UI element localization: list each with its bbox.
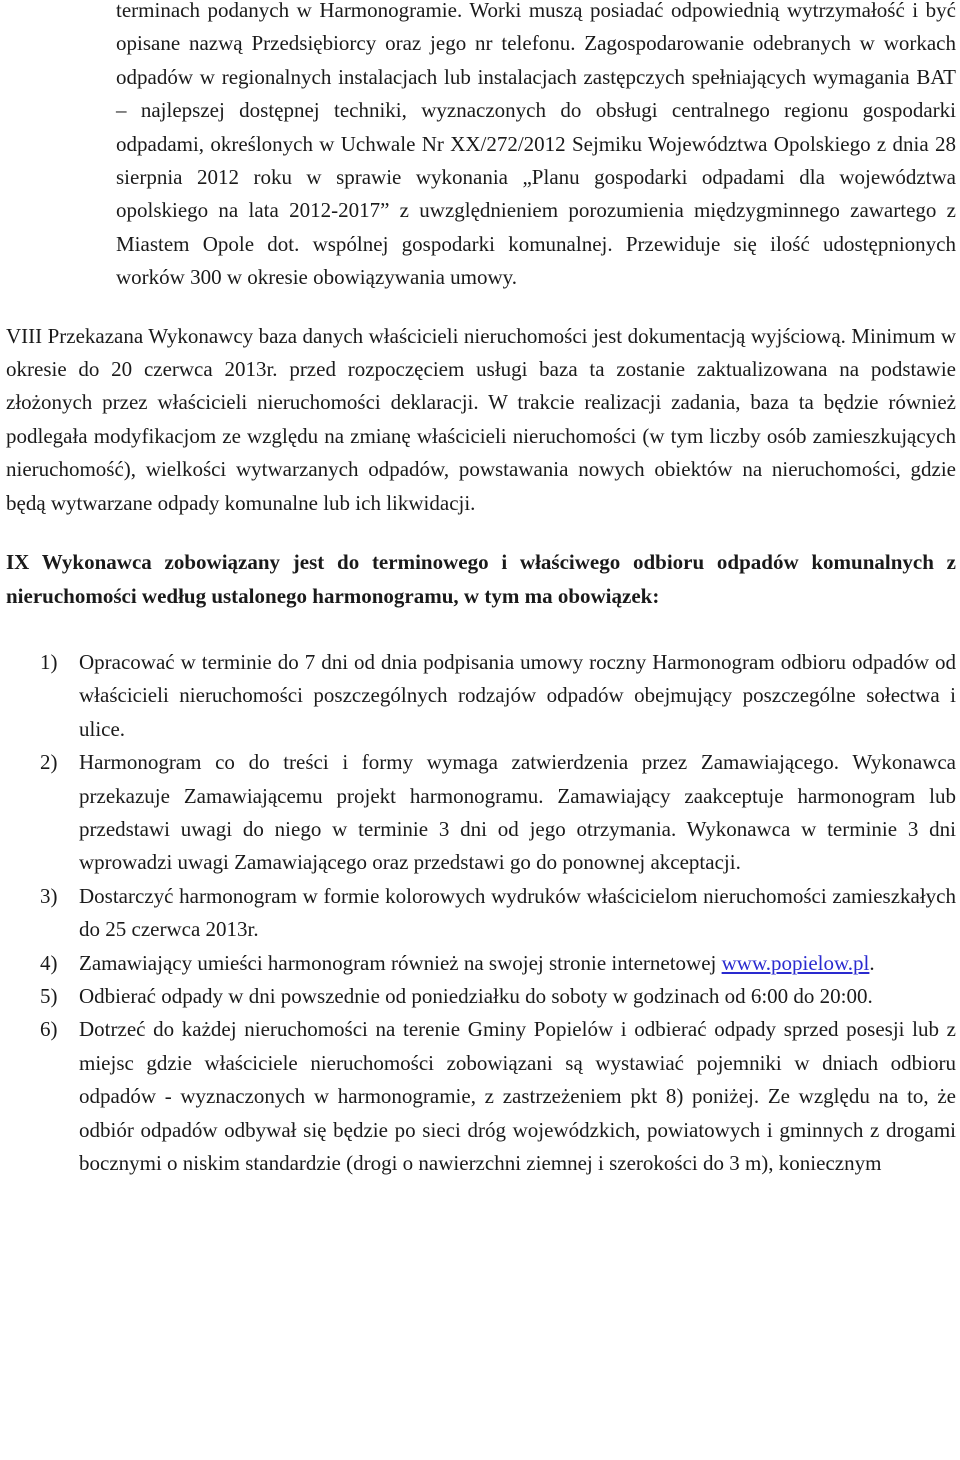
list-item-text: Opracować w terminie do 7 dni od dnia podpisania umowy roczny Harmonogram odbioru odpadów od właścicieli nieruchomości poszczególnych rodzajów odpadów obejmujący poszczególne sołectwa i ulice. xyxy=(79,649,956,741)
section-ix-heading: IX Wykonawca zobowiązany jest do terminowego i właściwego odbioru odpadów komunalnych z nieruchomości według ustalonego harmonogramu, w tym ma obowiązek: xyxy=(6,550,956,608)
list-item-text-end: . xyxy=(869,950,875,975)
list-item-number: 1) xyxy=(40,649,58,674)
list-item-text: Dostarczyć harmonogram w formie kolorowych wydruków właścicielom nieruchomości zamieszkałych do 25 czerwca 2013r. xyxy=(79,883,956,942)
list-item-3 xyxy=(0,880,960,947)
website-link[interactable]: www.popielow.pl xyxy=(721,950,870,975)
list-item-4 xyxy=(0,947,960,980)
list-item-number: 6) xyxy=(40,1017,58,1042)
section-viii-paragraph: VIII Przekazana Wykonawcy baza danych właścicieli nieruchomości jest dokumentacją wyjściową. Minimum w okresie do 20 czerwca 2013r. przed rozpoczęciem usługi baza ta zostanie zaktualizowana na podstawie złożonych przez właścicieli nieruchomości deklaracji. W trakcie realizacji zadania, baza ta będzie również podlegała modyfikacjom ze względu na zmianę właścicieli nieruchomości (w tym liczby osób zamieszkujących nieruchomość), wielkości wytwarzanych odpadów, powstawania nowych obiektów na nieruchomości, gdzie będą wytwarzane odpady komunalne lub ich likwidacji. xyxy=(6,323,956,515)
list-item-text: Dotrzeć do każdej nieruchomości na terenie Gminy Popielów i odbierać odpady sprzed posesji lub z miejsc gdzie właściciele nieruchomości zobowiązani są wystawiać pojemniki w dniach odbioru odpadów - wyznaczonych w harmonogramie, z zastrzeżeniem pkt 8) poniżej. Ze względu na to, że odbiór odpadów odbywał się będzie po sieci dróg wojewódzkich, powiatowych i gminnych z drogami bocznymi o niskim standardzie (drogi o nawierzchni ziemnej i szerokości do 3 m), koniecznym xyxy=(79,1017,956,1175)
list-item-5 xyxy=(0,980,960,1013)
list-item-6 xyxy=(0,1013,960,1180)
list-item-number: 3) xyxy=(40,883,58,908)
list-item-number: 5) xyxy=(40,983,58,1008)
list-item-2 xyxy=(0,746,960,880)
list-item-1 xyxy=(0,646,960,746)
intro-paragraph: terminach podanych w Harmonogramie. Worki muszą posiadać odpowiednią wytrzymałość i być opisane nazwą Przedsiębiorcy oraz jego nr telefonu. Zagospodarowanie odebranych w workach odpadów w regionalnych instalacjach lub instalacjach zastępczych spełniających wymagania BAT – najlepszej dostępnej techniki, wyznaczonych do obsługi centralnego regionu gospodarki odpadami, określonych w Uchwale Nr XX/272/2012 Sejmiku Województwa Opolskiego z dnia 28 sierpnia 2012 roku w sprawie wykonania „Planu gospodarki odpadami dla województwa opolskiego na lata 2012-2017” z uwzględnieniem porozumienia międzygminnego zawartego z Miastem Opole dot. wspólnej gospodarki komunalnej. Przewiduje się ilość udostępnionych worków 300 w okresie obowiązywania umowy. xyxy=(116,0,956,290)
list-item-text: Harmonogram co do treści i formy wymaga zatwierdzenia przez Zamawiającego. Wykonawca przekazuje Zamawiającemu projekt harmonogramu. Zamawiający zaakceptuje harmonogram lub przedstawi uwagi do niego w terminie 3 dni od jego otrzymania. Wykonawca w terminie 3 dni wprowadzi uwagi Zamawiającego oraz przedstawi go do ponownej akceptacji. xyxy=(79,750,956,875)
list-item-text: Zamawiający umieści harmonogram również na swojej stronie internetowej xyxy=(79,950,722,975)
list-item-text: Odbierać odpady w dni powszednie od poniedziałku do soboty w godzinach od 6:00 do 20:00. xyxy=(79,983,873,1008)
obligations-list xyxy=(0,646,960,1181)
list-item-number: 4) xyxy=(40,950,58,975)
list-item-number: 2) xyxy=(40,750,58,775)
